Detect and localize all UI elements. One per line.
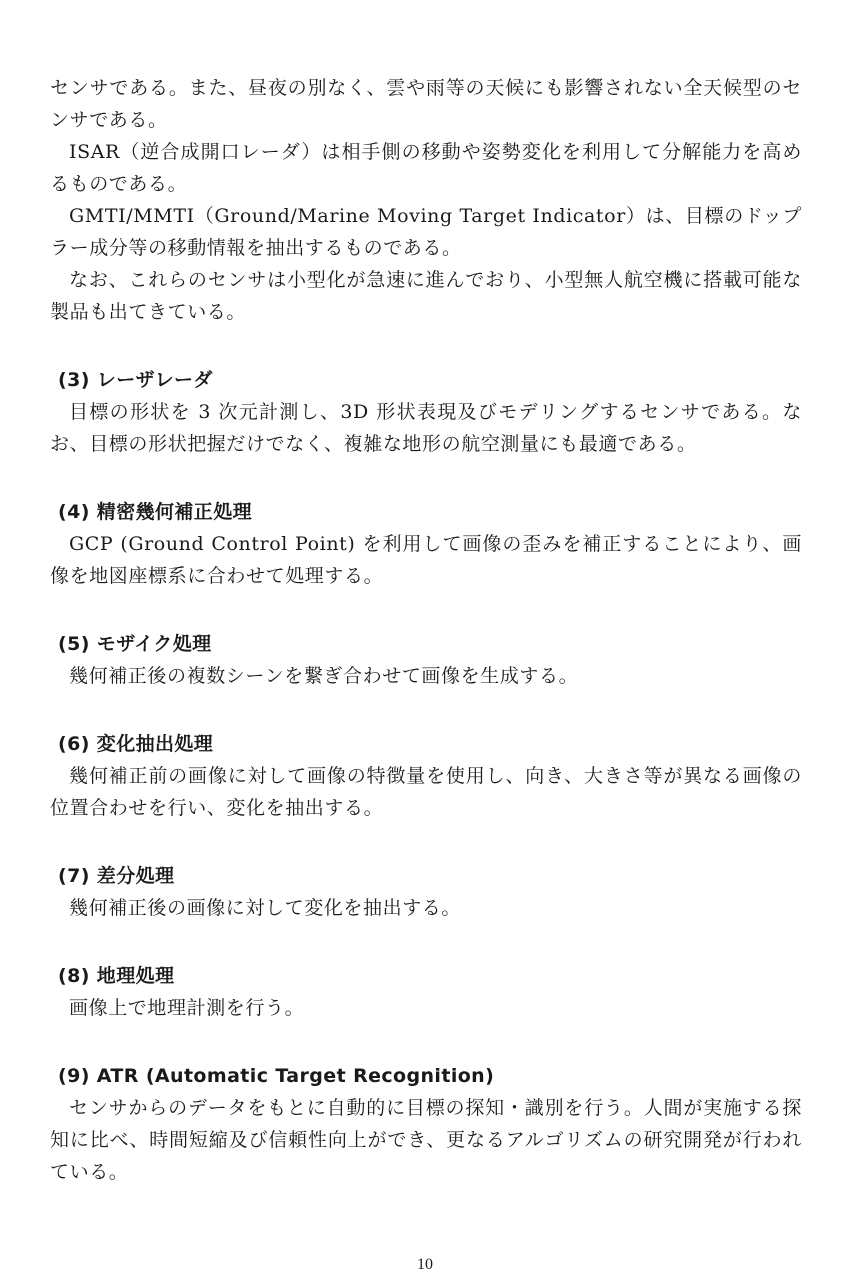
section-laser-radar [50, 364, 802, 460]
section-body: 画像上で地理計測を行う。 [69, 997, 305, 1019]
intro-paragraph-sensor: センサである。また、昼夜の別なく、雲や雨等の天候にも影響されない全天候型のセンサである。 [50, 77, 803, 131]
section-difference [50, 860, 802, 924]
section-heading: (6) 変化抽出処理 [58, 733, 214, 755]
page-number: 10 [417, 1256, 433, 1273]
section-heading: (8) 地理処理 [58, 965, 175, 987]
section-body: センサからのデータをもとに自動的に目標の探知・識別を行う。人間が実施する探知に比べ、時間短縮及び信頼性向上ができ、更なるアルゴリズムの研究開発が行われている。 [50, 1097, 802, 1183]
section-body: 目標の形状を 3 次元計測し、3D 形状表現及びモデリングするセンサである。なお、目標の形状把握だけでなく、複雑な地形の航空測量にも最適である。 [50, 401, 802, 455]
section-body: GCP (Ground Control Point) を利用して画像の歪みを補正することにより、画像を地図座標系に合わせて処理する。 [50, 533, 802, 587]
section-heading: (9) ATR (Automatic Target Recognition) [58, 1065, 495, 1087]
intro-paragraph-isar: ISAR（逆合成開口レーダ）は相手側の移動や姿勢変化を利用して分解能力を高めるものである。 [50, 141, 802, 195]
section-heading: (5) モザイク処理 [58, 633, 212, 655]
intro-paragraph-miniaturization: なお、これらのセンサは小型化が急速に進んでおり、小型無人航空機に搭載可能な製品も出てきている。 [50, 269, 802, 323]
section-mosaic [50, 628, 802, 692]
section-body: 幾何補正後の複数シーンを繋ぎ合わせて画像を生成する。 [69, 665, 579, 687]
intro-paragraph-gmti: GMTI/MMTI（Ground/Marine Moving Target Indicator）は、目標のドップラー成分等の移動情報を抽出するものである。 [50, 205, 802, 259]
document-page [50, 72, 802, 1188]
section-heading: (7) 差分処理 [58, 865, 175, 887]
section-geographic [50, 960, 802, 1024]
section-heading: (3) レーザレーダ [58, 369, 213, 391]
section-body: 幾何補正後の画像に対して変化を抽出する。 [69, 897, 462, 919]
section-geometric-correction [50, 496, 802, 592]
section-change-extraction [50, 728, 802, 824]
section-body: 幾何補正前の画像に対して画像の特徴量を使用し、向き、大きさ等が異なる画像の位置合わせを行い、変化を抽出する。 [50, 765, 802, 819]
section-atr [50, 1060, 802, 1188]
section-heading: (4) 精密幾何補正処理 [58, 501, 253, 523]
